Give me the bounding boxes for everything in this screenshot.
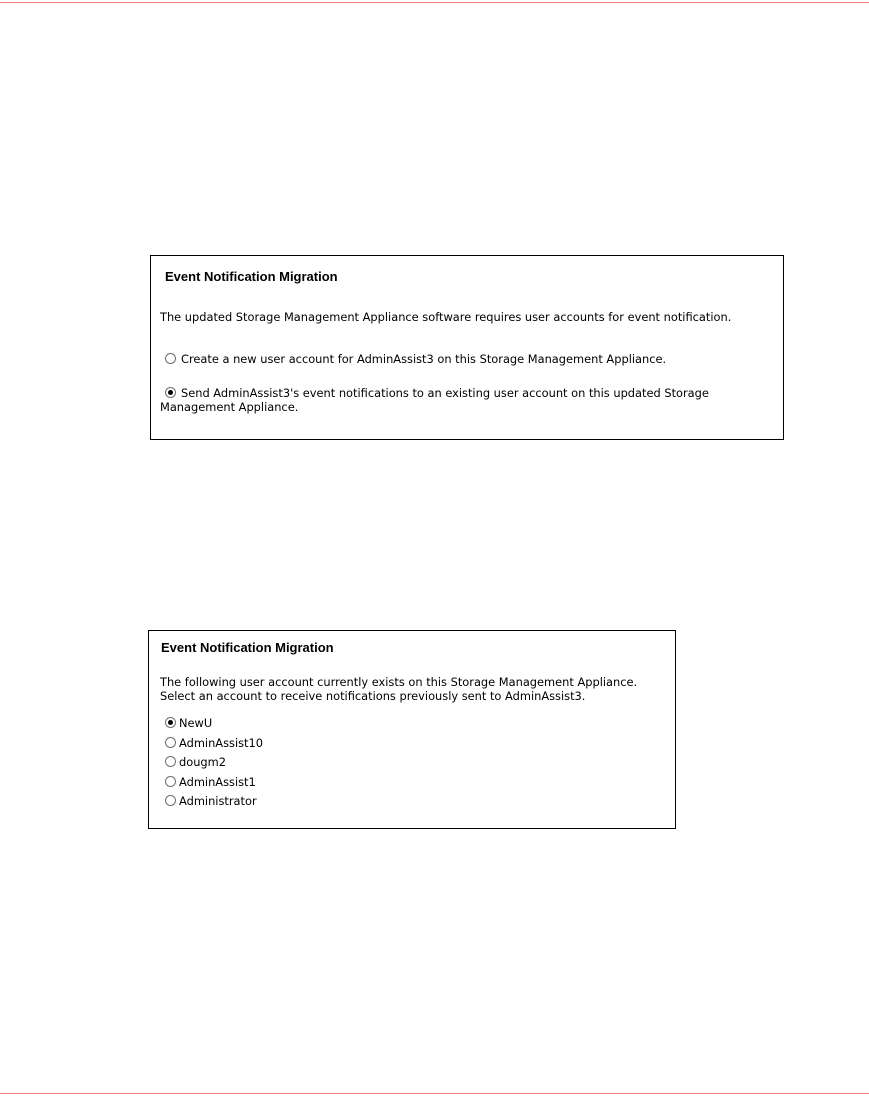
radio-button[interactable] xyxy=(165,776,176,787)
description-line-2: Select an account to receive notifications previously sent to AdminAssist3. xyxy=(160,689,586,703)
radio-button[interactable] xyxy=(165,737,176,748)
radio-button[interactable] xyxy=(165,717,176,728)
dialog-description xyxy=(160,675,637,703)
option-label-line-2: Management Appliance. xyxy=(160,400,299,414)
dialog-title: Event Notification Migration xyxy=(161,640,334,655)
radio-button[interactable] xyxy=(165,795,176,806)
account-label: NewU xyxy=(179,716,213,730)
dialog-description: The updated Storage Management Appliance software requires user accounts for event notification. xyxy=(160,310,732,324)
radio-button[interactable] xyxy=(165,756,176,767)
event-notification-dialog-select-account xyxy=(148,630,676,829)
account-label: AdminAssist10 xyxy=(179,736,264,750)
account-label: Administrator xyxy=(179,794,257,808)
dialog-title: Event Notification Migration xyxy=(165,269,338,284)
account-option-adminassist1[interactable] xyxy=(165,775,256,789)
radio-button[interactable] xyxy=(165,353,176,364)
account-label: dougm2 xyxy=(179,755,226,769)
event-notification-dialog-options xyxy=(150,255,784,440)
option-label: Create a new user account for AdminAssist3 on this Storage Management Appliance. xyxy=(181,352,667,366)
account-label: AdminAssist1 xyxy=(179,775,256,789)
account-option-administrator[interactable] xyxy=(165,794,257,808)
footer-rule xyxy=(0,1093,869,1094)
create-new-account-option[interactable] xyxy=(165,352,666,366)
account-option-dougm2[interactable] xyxy=(165,755,226,769)
send-to-existing-account-option[interactable] xyxy=(160,386,709,414)
account-option-newu[interactable] xyxy=(165,716,212,730)
option-label-line-1: Send AdminAssist3's event notifications to an existing user account on this updated Storage xyxy=(181,386,709,400)
account-option-adminassist10[interactable] xyxy=(165,736,263,750)
description-line-1: The following user account currently exists on this Storage Management Appliance. xyxy=(160,675,638,689)
radio-button[interactable] xyxy=(165,387,176,398)
header-rule xyxy=(0,2,869,3)
